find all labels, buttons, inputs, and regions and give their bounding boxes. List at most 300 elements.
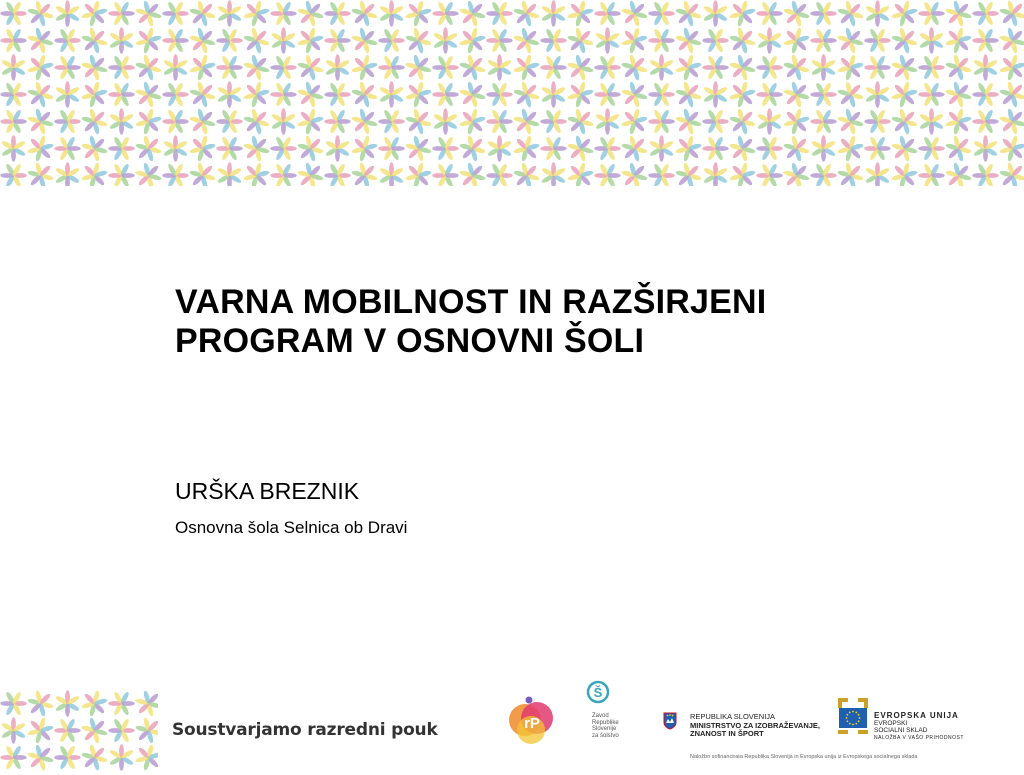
flower-motif: [865, 81, 890, 107]
flower-motif: [81, 744, 108, 771]
flower-motif: [919, 27, 944, 53]
flower-motif: [27, 135, 54, 162]
flower-motif: [945, 135, 972, 162]
flower-motif: [243, 135, 270, 162]
flower-motif: [567, 162, 594, 186]
flower-motif: [703, 81, 728, 107]
flower-motif: [216, 109, 242, 134]
flower-motif: [918, 136, 944, 161]
flower-motif: [594, 1, 620, 26]
flower-motif: [135, 27, 162, 54]
flower-motif: [379, 0, 404, 26]
flower-motif: [459, 0, 486, 27]
flower-motif: [972, 1, 998, 26]
flower-motif: [81, 690, 108, 717]
flower-motif: [648, 28, 674, 53]
flower-motif: [513, 0, 540, 27]
flower-motif: [459, 162, 486, 186]
flower-motif: [378, 55, 404, 80]
flower-motif: [135, 54, 162, 81]
flower-motif: [999, 27, 1024, 54]
eu-star: [852, 724, 854, 726]
flower-motif: [945, 108, 972, 135]
flower-motif: [595, 27, 620, 53]
flower-motif: [540, 136, 566, 161]
flower-motif: [999, 162, 1024, 186]
flower-motif: [756, 1, 782, 26]
flower-motif: [243, 54, 270, 81]
flower-motif: [675, 0, 702, 27]
flower-motif: [55, 690, 80, 716]
flower-motif: [729, 81, 756, 108]
flower-motif: [109, 744, 134, 770]
flower-motif: [270, 136, 296, 161]
flower-motif: [945, 81, 972, 108]
flower-motif: [837, 162, 864, 186]
flower-motif: [135, 135, 162, 162]
flower-motif: [27, 162, 54, 186]
flower-motif: [162, 82, 188, 107]
flower-motif: [973, 54, 998, 80]
eu-star: [858, 720, 860, 722]
flower-motif: [783, 27, 810, 54]
flower-motif: [324, 1, 350, 26]
flower-motif: [703, 0, 728, 26]
flower-motif: [756, 136, 782, 161]
flower-motif: [324, 82, 350, 107]
flower-motif: [271, 108, 296, 134]
flower-motif: [0, 82, 26, 107]
flower-motif: [756, 55, 782, 80]
flower-motif: [918, 1, 944, 26]
svg-text:Š: Š: [593, 685, 603, 700]
flower-motif: [432, 1, 458, 26]
flower-motif: [216, 28, 242, 53]
flower-motif: [433, 27, 458, 53]
flower-motif: [919, 108, 944, 134]
flower-motif: [891, 0, 918, 27]
flower-motif: [325, 54, 350, 80]
flower-motif: [54, 136, 80, 161]
school-name: Osnovna šola Selnica ob Dravi: [175, 518, 408, 537]
flower-motif: [108, 1, 134, 26]
flower-motif: [567, 27, 594, 54]
flower-motif: [0, 691, 26, 716]
eu-star: [847, 720, 849, 722]
flower-motif: [216, 136, 242, 161]
flower-motif: [513, 54, 540, 81]
flower-motif: [918, 82, 944, 107]
flower-motif: [325, 135, 350, 161]
flower-motif: [729, 54, 756, 81]
flower-motif: [432, 136, 458, 161]
flower-motif: [189, 135, 216, 162]
eu-star: [858, 714, 860, 716]
flower-motif: [351, 108, 378, 135]
flower-motif: [81, 717, 108, 744]
flower-motif: [513, 108, 540, 135]
ministry-logo-text: REPUBLIKA SLOVENIJA MINISTRSTVO ZA IZOBRAŽEVANJE, ZNANOST IN ŠPORT: [690, 712, 821, 738]
flower-motif: [189, 81, 216, 108]
flower-motif: [702, 136, 728, 161]
flower-motif: [837, 108, 864, 135]
flower-motif: [702, 55, 728, 80]
flower-motif: [55, 81, 80, 107]
flower-motif: [513, 162, 540, 186]
flower-motif: [486, 82, 512, 107]
flower-motif: [837, 81, 864, 108]
flower-motif: [162, 109, 188, 134]
flower-motif: [109, 27, 134, 53]
flower-motif: [217, 162, 242, 186]
flower-motif: [865, 162, 890, 186]
flower-motif: [162, 163, 188, 186]
flower-motif: [243, 108, 270, 135]
flower-motif: [27, 27, 54, 54]
flower-motif: [757, 27, 782, 53]
flower-motif: [594, 163, 620, 186]
flower-motif: [405, 162, 432, 186]
flower-motif: [1, 135, 26, 161]
flower-motif: [541, 0, 566, 26]
flower-motif: [27, 690, 54, 717]
flower-motif: [810, 163, 836, 186]
flower-motif: [432, 163, 458, 186]
flower-motif: [811, 135, 836, 161]
flower-motif: [108, 55, 134, 80]
flower-motif: [135, 0, 162, 27]
flower-motif: [297, 108, 324, 135]
eu-star: [846, 717, 848, 719]
flower-motif: [0, 745, 26, 770]
flower-motif: [81, 27, 108, 54]
flower-motif: [891, 108, 918, 135]
flower-motif: [999, 54, 1024, 81]
flower-motif: [487, 54, 512, 80]
flower-motif: [405, 108, 432, 135]
flower-motif: [54, 109, 80, 134]
flower-motif: [540, 55, 566, 80]
eu-star: [849, 712, 851, 714]
flower-motif: [621, 0, 648, 27]
flower-motif: [999, 108, 1024, 135]
flower-motif: [297, 54, 324, 81]
flower-motif: [972, 82, 998, 107]
flower-motif: [972, 163, 998, 186]
flower-motif: [783, 81, 810, 108]
flower-motif: [459, 135, 486, 162]
flower-motif: [27, 744, 54, 771]
flower-motif: [297, 27, 324, 54]
flower-motif: [891, 135, 918, 162]
flower-motif: [379, 81, 404, 107]
flower-motif: [135, 162, 162, 186]
flower-motif: [189, 0, 216, 27]
flower-motif: [783, 108, 810, 135]
eu-star: [849, 723, 851, 725]
flower-motif: [459, 108, 486, 135]
flower-motif: [891, 27, 918, 54]
flower-motif: [999, 81, 1024, 108]
funding-note: Naložbo sofinancirata Republika Slovenija in Evropska unija iz Evropskega socialnega sklada: [690, 754, 918, 760]
flower-motif: [702, 28, 728, 53]
flower-motif: [810, 1, 836, 26]
flower-motif: [27, 0, 54, 27]
flower-motif: [405, 27, 432, 54]
flower-motif: [81, 0, 108, 27]
flower-motif: [135, 81, 162, 108]
flower-motif: [81, 81, 108, 108]
flower-motif: [108, 136, 134, 161]
flower-motif: [648, 109, 674, 134]
flower-motif: [189, 162, 216, 186]
flower-motif: [648, 82, 674, 107]
flower-motif: [540, 109, 566, 134]
flower-motif: [972, 109, 998, 134]
flower-motif: [783, 162, 810, 186]
eu-star: [852, 711, 854, 713]
flower-motif: [595, 108, 620, 134]
flower-motif: [351, 27, 378, 54]
flower-motif: [567, 0, 594, 27]
flower-motif: [783, 0, 810, 27]
flower-motif: [621, 54, 648, 81]
decorative-flower-pattern-top: [0, 0, 1024, 186]
flower-motif: [54, 28, 80, 53]
flower-motif: [999, 135, 1024, 162]
flower-motif: [594, 136, 620, 161]
flower-motif: [270, 55, 296, 80]
flower-motif: [297, 162, 324, 186]
flower-motif: [864, 136, 890, 161]
slovenia-coat-of-arms-icon: [663, 712, 677, 730]
flower-motif: [810, 82, 836, 107]
flower-motif: [756, 82, 782, 107]
flower-motif: [648, 1, 674, 26]
slide-title: [175, 283, 895, 361]
flower-motif: [594, 82, 620, 107]
flower-motif: [0, 1, 26, 26]
flower-motif: [81, 135, 108, 162]
flower-motif: [270, 163, 296, 186]
flower-motif: [864, 55, 890, 80]
flower-motif: [972, 28, 998, 53]
flower-motif: [243, 162, 270, 186]
rp-logo-text: rP: [524, 715, 540, 732]
flower-motif: [757, 108, 782, 134]
flower-motif: [162, 28, 188, 53]
flower-motif: [513, 135, 540, 162]
flower-motif: [54, 55, 80, 80]
flower-motif: [243, 27, 270, 54]
flower-motif: [486, 163, 512, 186]
flower-motif: [189, 108, 216, 135]
flower-motif: [864, 28, 890, 53]
flower-motif: [217, 0, 242, 26]
flower-motif: [379, 162, 404, 186]
flower-motif: [378, 28, 404, 53]
flower-motif: [405, 0, 432, 27]
flower-motif: [864, 109, 890, 134]
flower-motif: [189, 54, 216, 81]
flower-motif: [54, 718, 80, 743]
flower-motif: [271, 27, 296, 53]
eu-star: [855, 723, 857, 725]
zrss-logo-text: Zavod Republike Slovenije za šolstvo: [592, 713, 619, 739]
flower-motif: [270, 82, 296, 107]
flower-motif: [567, 135, 594, 162]
flower-motif: [729, 108, 756, 135]
flower-motif: [81, 54, 108, 81]
flower-motif: [756, 163, 782, 186]
flower-motif: [135, 108, 162, 135]
flower-motif: [163, 54, 188, 80]
flower-motif: [108, 82, 134, 107]
flower-motif: [55, 0, 80, 26]
flower-motif: [783, 135, 810, 162]
flower-motif: [783, 54, 810, 81]
flower-motif: [351, 162, 378, 186]
flower-motif: [405, 81, 432, 108]
flower-motif: [567, 54, 594, 81]
flower-motif: [27, 54, 54, 81]
flower-motif: [135, 717, 158, 744]
eu-star: [859, 717, 861, 719]
flower-motif: [216, 55, 242, 80]
flower-motif: [702, 109, 728, 134]
flower-motif: [297, 135, 324, 162]
flower-motif: [999, 0, 1024, 27]
flower-motif: [594, 55, 620, 80]
flower-motif: [891, 81, 918, 108]
flower-motif: [162, 1, 188, 26]
flower-motif: [945, 27, 972, 54]
flower-motif: [135, 690, 158, 717]
flower-motif: [513, 81, 540, 108]
flower-motif: [729, 162, 756, 186]
flower-motif: [189, 27, 216, 54]
eu-flag-icon: [836, 696, 870, 736]
flower-motif: [243, 0, 270, 27]
flower-motif: [459, 81, 486, 108]
flower-motif: [621, 108, 648, 135]
decorative-flower-pattern-bottom: [0, 690, 158, 772]
flower-motif: [945, 162, 972, 186]
flower-motif: [837, 54, 864, 81]
flower-motif: [108, 691, 134, 716]
flower-motif: [945, 54, 972, 81]
flower-motif: [810, 28, 836, 53]
flower-motif: [703, 162, 728, 186]
slide-title-line-1: VARNA MOBILNOST IN RAZŠIRJENI: [175, 283, 767, 321]
flower-motif: [432, 82, 458, 107]
flower-motif: [351, 0, 378, 27]
flower-motif: [567, 108, 594, 135]
flower-motif: [55, 162, 80, 186]
flower-motif: [109, 108, 134, 134]
flower-motif: [459, 27, 486, 54]
eu-logo-text: EVROPSKA UNIJA EVROPSKI SOCIALNI SKLAD NALOŽBA V VAŠO PRIHODNOST: [874, 711, 964, 741]
flower-motif: [297, 81, 324, 108]
flower-motif: [811, 54, 836, 80]
flower-motif: [513, 27, 540, 54]
rp-logo-icon: [503, 690, 563, 750]
flower-motif: [567, 81, 594, 108]
tagline: Soustvarjamo razredni pouk: [172, 720, 438, 740]
flower-motif: [891, 54, 918, 81]
flower-motif: [81, 162, 108, 186]
flower-motif: [729, 0, 756, 27]
flower-motif: [54, 745, 80, 770]
flower-motif: [486, 109, 512, 134]
flower-motif: [621, 135, 648, 162]
flower-motif: [865, 0, 890, 26]
flower-motif: [108, 718, 134, 743]
flower-motif: [540, 28, 566, 53]
flower-motif: [675, 54, 702, 81]
slide-title-line-2: PROGRAM V OSNOVNI ŠOLI: [175, 322, 645, 360]
flower-motif: [378, 109, 404, 134]
flower-motif: [433, 108, 458, 134]
flower-motif: [217, 81, 242, 107]
flower-motif: [621, 27, 648, 54]
flower-motif: [541, 81, 566, 107]
flower-motif: [487, 135, 512, 161]
flower-motif: [351, 135, 378, 162]
flower-motif: [918, 163, 944, 186]
flower-motif: [243, 81, 270, 108]
flower-motif: [324, 163, 350, 186]
flower-motif: [163, 135, 188, 161]
flower-motif: [675, 135, 702, 162]
flower-motif: [486, 1, 512, 26]
flower-motif: [973, 135, 998, 161]
flower-motif: [729, 27, 756, 54]
flower-motif: [648, 163, 674, 186]
flower-motif: [378, 136, 404, 161]
flower-motif: [810, 109, 836, 134]
flower-motif: [918, 55, 944, 80]
flower-motif: [270, 1, 296, 26]
flower-motif: [81, 108, 108, 135]
flower-motif: [27, 81, 54, 108]
flower-motif: [459, 54, 486, 81]
flower-motif: [837, 0, 864, 27]
flower-motif: [541, 162, 566, 186]
eu-star: [855, 712, 857, 714]
flower-motif: [27, 717, 54, 744]
flower-motif: [0, 163, 26, 186]
flower-motif: [649, 54, 674, 80]
flower-motif: [649, 135, 674, 161]
flower-motif: [1, 54, 26, 80]
flower-motif: [432, 55, 458, 80]
flower-motif: [675, 108, 702, 135]
flower-motif: [351, 81, 378, 108]
flower-motif: [405, 135, 432, 162]
flower-motif: [351, 54, 378, 81]
flower-motif: [108, 163, 134, 186]
flower-motif: [324, 28, 350, 53]
flower-motif: [837, 135, 864, 162]
flower-motif: [891, 162, 918, 186]
flower-motif: [135, 744, 158, 771]
flower-motif: [621, 81, 648, 108]
flower-motif: [675, 162, 702, 186]
flower-motif: [729, 135, 756, 162]
eu-star: [847, 714, 849, 716]
flower-motif: [0, 109, 26, 134]
